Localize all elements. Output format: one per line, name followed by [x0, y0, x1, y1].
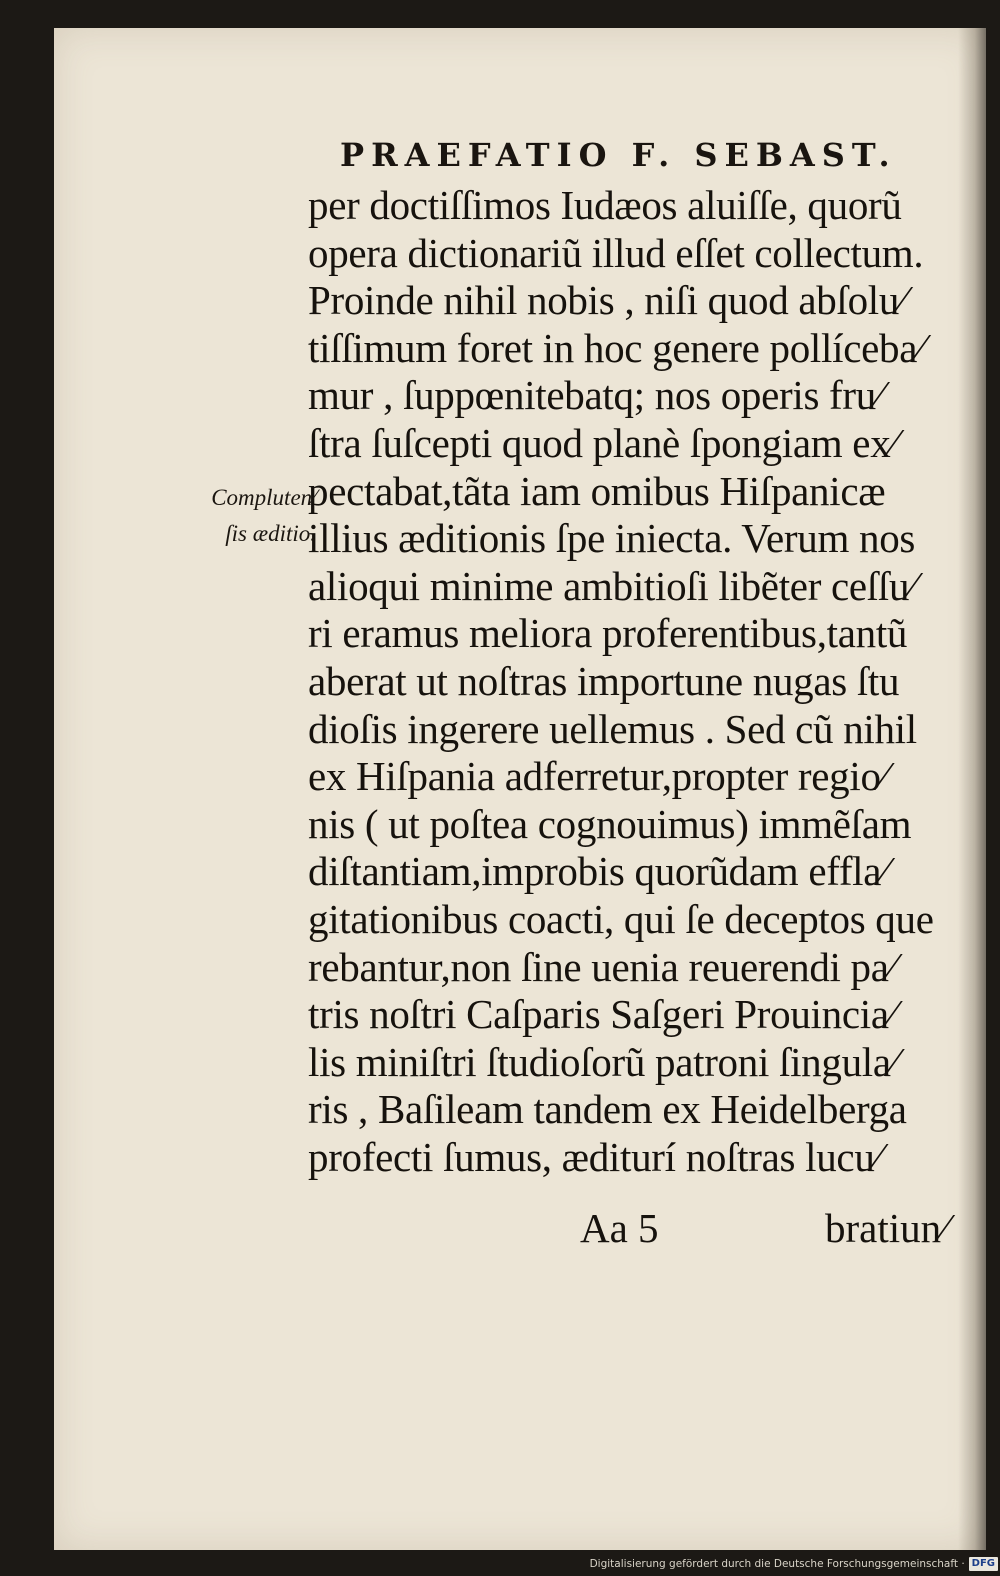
page-footer-line	[308, 1204, 948, 1252]
digitization-credit	[590, 1555, 998, 1573]
text-line: dioſis ingerere uellemus . Sed cũ nihil	[308, 705, 917, 752]
text-line: per doctiſſimos Iudæos aluiſſe, quorũ	[308, 182, 902, 228]
text-line: Proinde nihil nobis , niſi quod abſolu⁄	[308, 277, 906, 324]
text-line: rebantur,non ſine uenia reuerendi pa⁄	[308, 943, 896, 990]
text-line: ri eramus meliora proferentibus,tantũ	[308, 610, 908, 657]
margin-note-line: ſis æditio.	[225, 521, 316, 546]
text-line: aberat ut noſtras importune nugas ſtu	[308, 657, 900, 704]
text-line: ſtra ſuſcepti quod planè ſpongiam ex⁄	[308, 419, 897, 466]
margin-note	[166, 480, 316, 552]
text-line: ex Hiſpania adferretur,propter regio⁄	[308, 753, 888, 800]
page-edge-shadow	[958, 28, 986, 1550]
body-text	[308, 182, 948, 1181]
text-line: diſtantiam,improbis quorũdam effla⁄	[308, 848, 888, 895]
book-page	[54, 28, 986, 1550]
text-line: ris , Baſileam tandem ex Heidelberga	[308, 1086, 907, 1133]
text-line: pectabat,tãta iam omibus Hiſpanicæ	[308, 467, 886, 514]
text-line: lis miniſtri ſtudioſorũ patroni ſingula⁄	[308, 1038, 898, 1085]
running-head: PRAEFATIO F. SEBAST.	[340, 136, 897, 174]
text-line: tris noſtri Caſparis Saſgeri Prouincia⁄	[308, 991, 896, 1038]
text-line: illius æditionis ſpe iniecta. Verum nos	[308, 515, 916, 562]
text-line: profecti ſumus, æditurí noſtras lucu⁄	[308, 1133, 882, 1180]
catchword: bratiun⁄	[825, 1205, 948, 1251]
dfg-logo: DFG	[969, 1557, 998, 1571]
text-line: opera dictionariũ illud eſſet collectum.	[308, 229, 924, 276]
signature-mark: Aa 5	[580, 1205, 659, 1251]
text-line: gitationibus coacti, qui ſe deceptos que	[308, 895, 934, 942]
text-line: tiſſimum foret in hoc genere pollíceba⁄	[308, 324, 924, 371]
text-line: mur , ſuppœnitebatq; nos operis fru⁄	[308, 372, 883, 419]
margin-note-line: Compluten⁄	[211, 485, 316, 510]
text-line: nis ( ut poſtea cognouimus) immẽſam	[308, 800, 912, 847]
text-line: alioqui minime ambitioſi libẽter ceſſu⁄	[308, 562, 916, 609]
credit-text: Digitalisierung gefördert durch die Deutsche Forschungsgemeinschaft ·	[589, 1558, 965, 1570]
